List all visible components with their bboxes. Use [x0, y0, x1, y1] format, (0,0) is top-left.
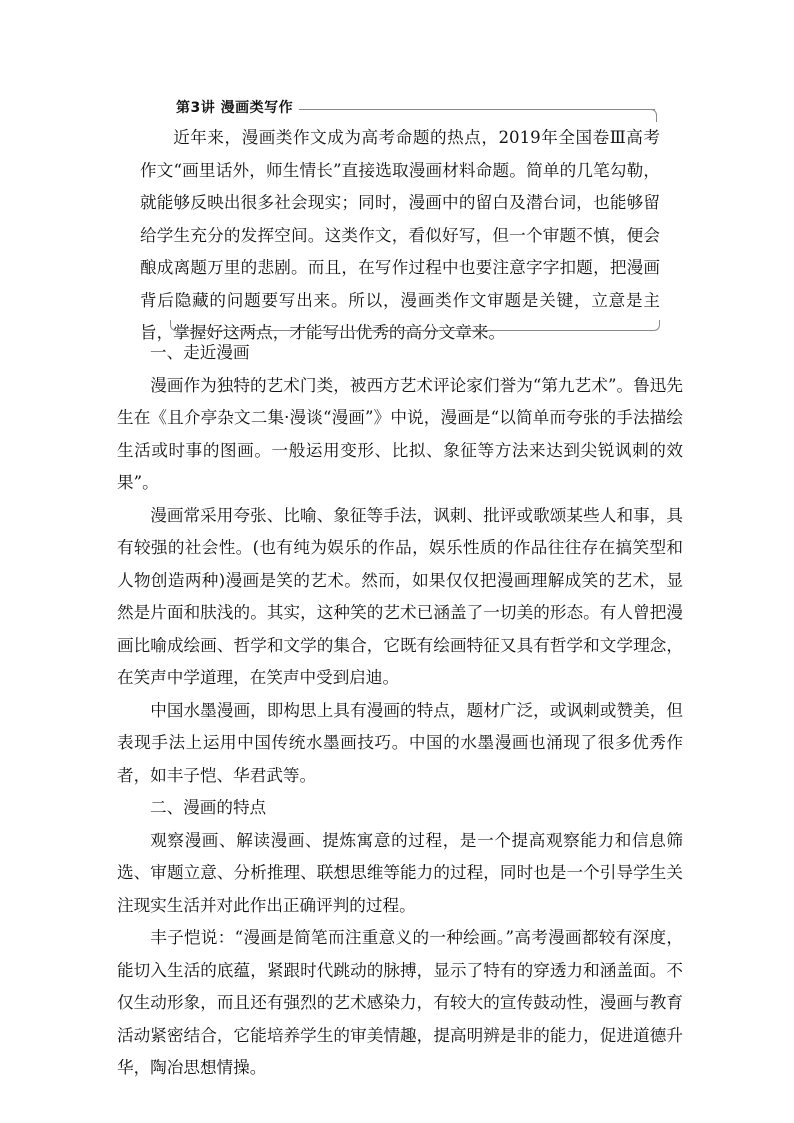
intro-paragraph: 近年来，漫画类作文成为高考命题的热点，2019年全国卷Ⅲ高考作文“画里话外，师生情长”直接选取漫画材料命题。简单的几笔勾勒，就能够反映出很多社会现实；同时，漫画中的留白及潜台词，也能够留给学生充分的发挥空间。这类作文，看似好写，但一个审题不慎，便会酿成离题万里的悲剧。而且，在写作过程中也要注意字字扣题，把漫画背后隐藏的问题要写出来。所以，漫画类作文审题是关键，立意是主旨，掌握好这两点，才能写出优秀的高分文章来。: [140, 128, 660, 342]
section-heading-features: 二、漫画的特点: [150, 798, 267, 817]
paragraph: 漫画作为独特的艺术门类，被西方艺术评论家们誉为“第九艺术”。鲁迅先生在《且介亭杂文二集·漫谈“漫画”》中说，漫画是“以简单而夸张的手法描绘生活或时事的图画。一般运用变形、比拟、象征等方法来达到尖锐讽刺的效果”。: [117, 375, 683, 492]
lesson-title: 第3讲 漫画类写作: [176, 97, 299, 117]
paragraph: 观察漫画、解读漫画、提炼寓意的过程，是一个提高观察能力和信息筛选、审题立意、分析推理、联想思维等能力的过程，同时也是一个引导学生关注现实生活并对此作出正确评判的过程。: [117, 830, 683, 915]
document-body: [117, 337, 683, 1085]
frame-corner-top-right: [650, 109, 657, 122]
paragraph: 漫画常采用夸张、比喻、象征等手法，讽刺、批评或歌颂某些人和事，具有较强的社会性。(也有纯为娱乐的作品，娱乐性质的作品往往存在搞笑型和人物创造两种)漫画是笑的艺术。然而，如果仅仅把漫画理解成笑的艺术，显然是片面和肤浅的。其实，这种笑的艺术已涵盖了一切美的形态。有人曾把漫画比喻成绘画、哲学和文学的集合，它既有绘画特征又具有哲学和文学理念，在笑声中学道理，在笑声中受到启迪。: [117, 505, 683, 687]
section-heading-approach: 一、走近漫画: [150, 343, 250, 362]
intro-frame-bottom: [170, 320, 660, 331]
paragraph: 丰子恺说：“漫画是简笔而注重意义的一种绘画。”高考漫画都较有深度，能切入生活的底蕴，紧跟时代跳动的脉搏，显示了特有的穿透力和涵盖面。不仅生动形象，而且还有强烈的艺术感染力，有较大的宣传鼓动性，漫画与教育活动紧密结合，它能培养学生的审美情趣，提高明辨是非的能力，促进道德升华，陶冶思想情操。: [117, 928, 683, 1077]
paragraph: 中国水墨漫画，即构思上具有漫画的特点，题材广泛，或讽刺或赞美，但表现手法上运用中国传统水墨画技巧。中国的水墨漫画也涌现了很多优秀作者，如丰子恺、华君武等。: [117, 700, 683, 785]
